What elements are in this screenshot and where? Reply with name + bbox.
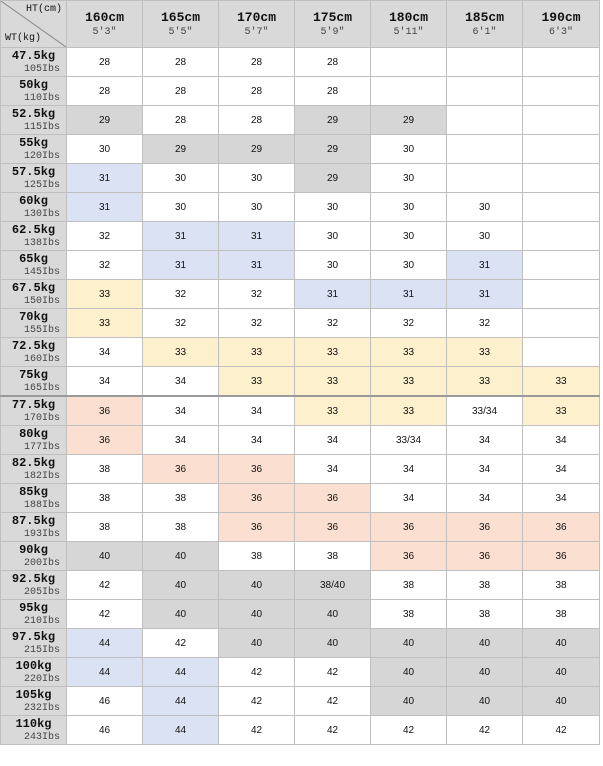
weight-header-cell [1, 484, 67, 513]
weight-row [1, 600, 600, 629]
size-cell: 33 [143, 338, 219, 367]
size-cell: 31 [447, 251, 523, 280]
weight-kg-label: 50kg [19, 78, 48, 92]
weight-kg-label: 70kg [19, 310, 48, 324]
weight-lbs-label: 130Ibs [23, 209, 60, 220]
size-cell: 34 [219, 426, 295, 455]
size-cell: 40 [143, 600, 219, 629]
weight-lbs-label: 210Ibs [23, 616, 60, 627]
size-cell: 34 [67, 338, 143, 367]
weight-header-cell [1, 164, 67, 193]
size-cell: 42 [219, 716, 295, 745]
size-cell: 28 [143, 77, 219, 106]
weight-row [1, 193, 600, 222]
weight-header-cell [1, 251, 67, 280]
size-cell: 42 [295, 687, 371, 716]
size-cell: 38/40 [295, 571, 371, 600]
size-cell: 30 [219, 193, 295, 222]
size-cell: 40 [371, 687, 447, 716]
weight-kg-label: 60kg [19, 194, 48, 208]
height-header-0 [67, 1, 143, 48]
size-cell: 40 [143, 542, 219, 571]
weight-row [1, 455, 600, 484]
size-cell: 30 [447, 222, 523, 251]
weight-lbs-label: 145Ibs [23, 267, 60, 278]
weight-axis-label: WT(kg) [5, 33, 42, 44]
size-cell: 38 [523, 571, 600, 600]
height-cm-label: 185cm [464, 9, 504, 25]
size-cell: 34 [67, 367, 143, 397]
size-cell: 34 [447, 426, 523, 455]
size-cell: 44 [67, 629, 143, 658]
weight-header-cell [1, 687, 67, 716]
size-cell: 36 [371, 513, 447, 542]
size-cell: 33/34 [447, 396, 523, 426]
size-cell: 34 [523, 426, 600, 455]
weight-lbs-label: 165Ibs [23, 383, 60, 394]
size-cell [523, 309, 600, 338]
weight-kg-label: 55kg [19, 136, 48, 150]
weight-header-cell [1, 658, 67, 687]
size-cell: 36 [219, 513, 295, 542]
size-cell: 42 [143, 629, 219, 658]
height-header-1 [143, 1, 219, 48]
size-cell: 29 [295, 164, 371, 193]
weight-header-cell [1, 367, 67, 397]
weight-kg-label: 62.5kg [11, 223, 56, 237]
size-cell: 34 [523, 484, 600, 513]
weight-header-cell [1, 426, 67, 455]
size-cell: 32 [219, 309, 295, 338]
size-cell [523, 222, 600, 251]
size-cell [447, 48, 523, 77]
size-cell [447, 106, 523, 135]
size-cell: 31 [371, 280, 447, 309]
size-cell: 28 [219, 106, 295, 135]
size-cell: 31 [67, 193, 143, 222]
weight-kg-label: 92.5kg [11, 572, 56, 586]
weight-kg-label: 105kg [15, 688, 52, 702]
weight-row [1, 222, 600, 251]
size-cell: 33/34 [371, 426, 447, 455]
size-cell: 31 [143, 251, 219, 280]
weight-row [1, 106, 600, 135]
size-cell: 29 [371, 106, 447, 135]
weight-row [1, 484, 600, 513]
weight-lbs-label: 243Ibs [23, 732, 60, 743]
weight-kg-label: 72.5kg [11, 339, 56, 353]
height-ft-label: 5'5" [168, 26, 193, 38]
size-cell: 36 [447, 513, 523, 542]
size-cell: 33 [219, 338, 295, 367]
weight-kg-label: 82.5kg [11, 456, 56, 470]
size-cell: 32 [143, 309, 219, 338]
size-cell: 44 [143, 658, 219, 687]
size-cell: 42 [295, 716, 371, 745]
weight-kg-label: 97.5kg [11, 630, 56, 644]
size-cell: 33 [523, 396, 600, 426]
size-cell: 40 [219, 600, 295, 629]
size-cell: 42 [67, 600, 143, 629]
size-cell: 33 [219, 367, 295, 397]
size-cell: 34 [219, 396, 295, 426]
size-cell [447, 135, 523, 164]
weight-lbs-label: 215Ibs [23, 645, 60, 656]
size-cell: 36 [371, 542, 447, 571]
size-cell: 29 [67, 106, 143, 135]
size-cell [523, 338, 600, 367]
weight-row [1, 658, 600, 687]
size-cell: 31 [219, 222, 295, 251]
weight-lbs-label: 220Ibs [23, 674, 60, 685]
size-cell: 32 [67, 251, 143, 280]
weight-kg-label: 95kg [19, 601, 48, 615]
size-cell: 40 [143, 571, 219, 600]
size-cell: 32 [447, 309, 523, 338]
size-cell: 34 [295, 426, 371, 455]
weight-header-cell [1, 77, 67, 106]
size-cell: 44 [143, 687, 219, 716]
weight-row [1, 338, 600, 367]
size-cell: 28 [219, 77, 295, 106]
weight-header-cell [1, 222, 67, 251]
size-cell: 40 [295, 629, 371, 658]
weight-row [1, 280, 600, 309]
size-cell [523, 77, 600, 106]
weight-lbs-label: 110Ibs [23, 93, 60, 104]
size-cell: 32 [67, 222, 143, 251]
size-cell: 42 [67, 571, 143, 600]
size-cell: 36 [295, 513, 371, 542]
weight-kg-label: 65kg [19, 252, 48, 266]
size-cell: 36 [523, 513, 600, 542]
weight-lbs-label: 205Ibs [23, 587, 60, 598]
weight-header-cell [1, 571, 67, 600]
size-cell: 36 [67, 426, 143, 455]
size-cell: 32 [143, 280, 219, 309]
size-cell: 42 [295, 658, 371, 687]
size-chart-body [1, 48, 600, 745]
size-cell: 30 [219, 164, 295, 193]
height-cm-label: 160cm [84, 9, 124, 25]
size-cell: 40 [219, 571, 295, 600]
size-cell: 28 [295, 48, 371, 77]
size-cell: 30 [67, 135, 143, 164]
size-cell: 30 [295, 193, 371, 222]
size-cell: 33 [447, 367, 523, 397]
size-cell: 44 [67, 658, 143, 687]
weight-lbs-label: 120Ibs [23, 151, 60, 162]
size-cell: 40 [523, 687, 600, 716]
weight-kg-label: 52.5kg [11, 107, 56, 121]
height-header-4 [371, 1, 447, 48]
size-cell: 34 [143, 426, 219, 455]
weight-kg-label: 57.5kg [11, 165, 56, 179]
size-cell: 38 [447, 571, 523, 600]
weight-row [1, 396, 600, 426]
size-cell: 33 [371, 338, 447, 367]
weight-kg-label: 77.5kg [11, 398, 56, 412]
size-cell: 31 [67, 164, 143, 193]
size-cell: 30 [447, 193, 523, 222]
size-cell: 38 [447, 600, 523, 629]
height-ft-label: 5'3" [92, 26, 117, 38]
weight-row [1, 251, 600, 280]
weight-kg-label: 47.5kg [11, 49, 56, 63]
size-cell: 38 [67, 455, 143, 484]
height-header-5 [447, 1, 523, 48]
size-cell: 30 [295, 222, 371, 251]
size-cell: 38 [295, 542, 371, 571]
size-cell [523, 280, 600, 309]
size-cell [371, 77, 447, 106]
weight-kg-label: 87.5kg [11, 514, 56, 528]
size-cell: 42 [219, 658, 295, 687]
size-cell: 28 [295, 77, 371, 106]
size-cell: 38 [67, 513, 143, 542]
weight-header-cell [1, 135, 67, 164]
weight-header-cell [1, 309, 67, 338]
height-cm-label: 180cm [388, 9, 428, 25]
height-ft-label: 5'7" [244, 26, 269, 38]
size-cell: 34 [371, 455, 447, 484]
weight-row [1, 513, 600, 542]
weight-kg-label: 85kg [19, 485, 48, 499]
size-cell: 36 [219, 484, 295, 513]
size-cell: 29 [143, 135, 219, 164]
size-cell: 40 [523, 629, 600, 658]
weight-header-cell [1, 716, 67, 745]
size-cell: 29 [295, 106, 371, 135]
size-cell: 33 [523, 367, 600, 397]
weight-row [1, 571, 600, 600]
weight-row [1, 77, 600, 106]
height-ft-label: 6'1" [472, 26, 497, 38]
corner-header-cell [1, 1, 67, 48]
size-cell: 40 [447, 658, 523, 687]
height-header-3 [295, 1, 371, 48]
size-cell: 34 [371, 484, 447, 513]
size-cell: 34 [447, 455, 523, 484]
size-cell: 29 [219, 135, 295, 164]
weight-header-cell [1, 396, 67, 426]
size-cell: 34 [295, 455, 371, 484]
weight-header-cell [1, 629, 67, 658]
size-cell: 31 [295, 280, 371, 309]
size-cell: 33 [371, 396, 447, 426]
weight-kg-label: 100kg [15, 659, 52, 673]
weight-lbs-label: 177Ibs [23, 442, 60, 453]
size-cell [447, 164, 523, 193]
size-cell: 36 [67, 396, 143, 426]
height-header-6 [523, 1, 600, 48]
weight-lbs-label: 170Ibs [23, 413, 60, 424]
size-cell [523, 135, 600, 164]
size-cell: 36 [295, 484, 371, 513]
size-cell: 31 [447, 280, 523, 309]
weight-row [1, 716, 600, 745]
weight-lbs-label: 232Ibs [23, 703, 60, 714]
size-cell: 28 [143, 106, 219, 135]
weight-row [1, 309, 600, 338]
height-header-row [1, 1, 600, 48]
size-cell: 34 [447, 484, 523, 513]
size-cell: 44 [143, 716, 219, 745]
size-cell: 40 [371, 629, 447, 658]
weight-kg-label: 67.5kg [11, 281, 56, 295]
size-cell: 32 [295, 309, 371, 338]
size-cell: 28 [143, 48, 219, 77]
weight-row [1, 426, 600, 455]
size-cell: 36 [523, 542, 600, 571]
weight-lbs-label: 160Ibs [23, 354, 60, 365]
size-cell: 38 [67, 484, 143, 513]
size-cell: 33 [295, 396, 371, 426]
size-cell: 40 [447, 629, 523, 658]
size-cell: 36 [219, 455, 295, 484]
size-cell: 38 [523, 600, 600, 629]
size-cell: 36 [143, 455, 219, 484]
weight-row [1, 48, 600, 77]
weight-lbs-label: 155Ibs [23, 325, 60, 336]
weight-kg-label: 110kg [15, 717, 52, 731]
size-cell: 38 [219, 542, 295, 571]
size-cell: 33 [67, 280, 143, 309]
size-cell [523, 193, 600, 222]
size-cell: 36 [447, 542, 523, 571]
height-cm-label: 190cm [541, 9, 581, 25]
weight-row [1, 164, 600, 193]
size-cell: 31 [143, 222, 219, 251]
size-cell: 38 [143, 484, 219, 513]
size-cell: 42 [447, 716, 523, 745]
weight-lbs-label: 138Ibs [23, 238, 60, 249]
weight-row [1, 629, 600, 658]
weight-lbs-label: 182Ibs [23, 471, 60, 482]
weight-kg-label: 80kg [19, 427, 48, 441]
size-cell: 40 [219, 629, 295, 658]
weight-header-cell [1, 48, 67, 77]
size-cell: 30 [371, 193, 447, 222]
height-cm-label: 175cm [312, 9, 352, 25]
weight-header-cell [1, 455, 67, 484]
size-cell: 30 [143, 164, 219, 193]
size-cell: 42 [371, 716, 447, 745]
size-cell: 28 [219, 48, 295, 77]
height-cm-label: 165cm [160, 9, 200, 25]
weight-header-cell [1, 106, 67, 135]
size-cell: 46 [67, 716, 143, 745]
weight-header-cell [1, 193, 67, 222]
size-cell: 33 [371, 367, 447, 397]
weight-lbs-label: 193Ibs [23, 529, 60, 540]
size-cell: 33 [295, 338, 371, 367]
height-ft-label: 5'9" [320, 26, 345, 38]
size-cell [523, 106, 600, 135]
size-cell: 40 [523, 658, 600, 687]
weight-header-cell [1, 600, 67, 629]
size-cell: 30 [371, 164, 447, 193]
size-cell [523, 164, 600, 193]
weight-row [1, 542, 600, 571]
size-cell [523, 48, 600, 77]
size-cell: 34 [523, 455, 600, 484]
size-cell: 40 [447, 687, 523, 716]
size-cell: 30 [371, 251, 447, 280]
weight-lbs-label: 125Ibs [23, 180, 60, 191]
size-cell: 28 [67, 77, 143, 106]
size-cell: 29 [295, 135, 371, 164]
weight-kg-label: 75kg [19, 368, 48, 382]
size-cell: 30 [143, 193, 219, 222]
weight-lbs-label: 188Ibs [23, 500, 60, 511]
size-cell: 38 [371, 571, 447, 600]
size-cell [447, 77, 523, 106]
weight-lbs-label: 115Ibs [23, 122, 60, 133]
weight-header-cell [1, 338, 67, 367]
size-cell: 28 [67, 48, 143, 77]
weight-header-cell [1, 513, 67, 542]
size-cell: 30 [371, 222, 447, 251]
height-axis-label: HT(cm) [25, 4, 62, 15]
weight-row [1, 135, 600, 164]
size-cell: 42 [523, 716, 600, 745]
size-cell: 46 [67, 687, 143, 716]
size-cell: 42 [219, 687, 295, 716]
size-cell: 33 [447, 338, 523, 367]
size-cell: 32 [371, 309, 447, 338]
weight-row [1, 687, 600, 716]
size-cell: 33 [295, 367, 371, 397]
size-cell: 34 [143, 367, 219, 397]
height-ft-label: 6'3" [548, 26, 573, 38]
height-cm-label: 170cm [236, 9, 276, 25]
weight-lbs-label: 150Ibs [23, 296, 60, 307]
height-ft-label: 5'11" [393, 26, 424, 38]
size-cell [371, 48, 447, 77]
size-cell: 30 [371, 135, 447, 164]
size-cell [523, 251, 600, 280]
size-cell: 40 [67, 542, 143, 571]
size-cell: 30 [295, 251, 371, 280]
weight-kg-label: 90kg [19, 543, 48, 557]
weight-lbs-label: 105Ibs [23, 64, 60, 75]
size-cell: 32 [219, 280, 295, 309]
size-cell: 40 [371, 658, 447, 687]
size-cell: 34 [143, 396, 219, 426]
weight-row [1, 367, 600, 397]
size-cell: 38 [371, 600, 447, 629]
size-cell: 31 [219, 251, 295, 280]
size-cell: 40 [295, 600, 371, 629]
size-cell: 33 [67, 309, 143, 338]
weight-header-cell [1, 280, 67, 309]
weight-lbs-label: 200Ibs [23, 558, 60, 569]
height-header-2 [219, 1, 295, 48]
weight-header-cell [1, 542, 67, 571]
size-cell: 38 [143, 513, 219, 542]
